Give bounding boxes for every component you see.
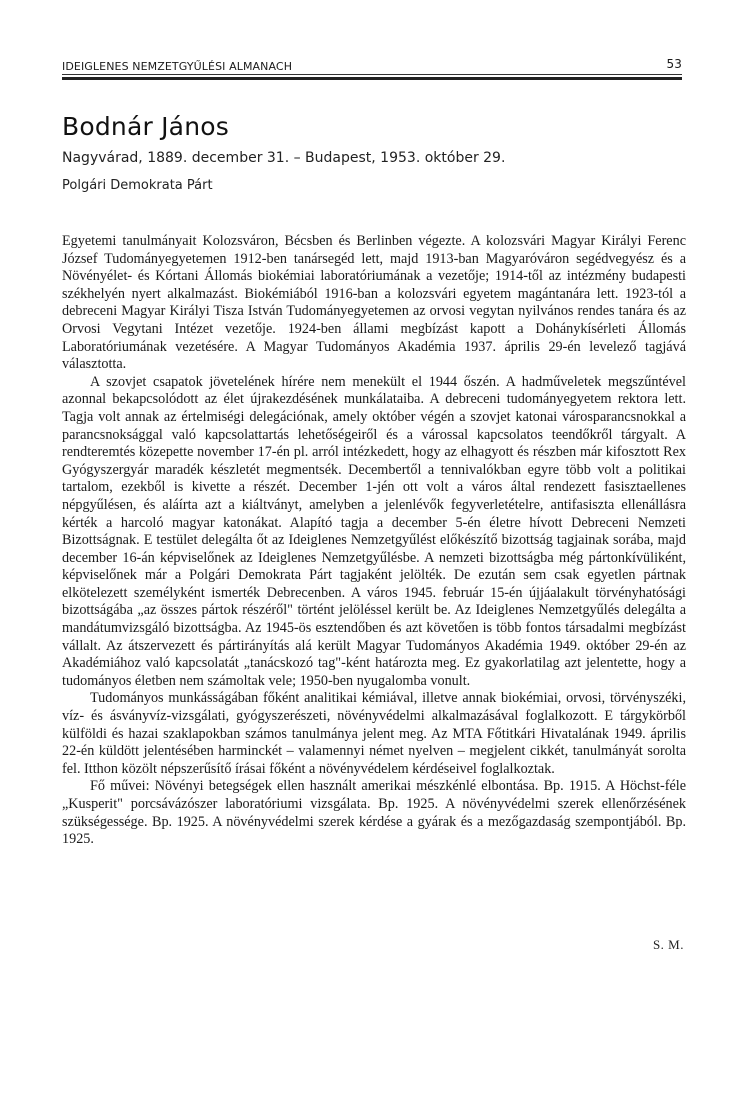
header-rule-thick <box>62 77 682 80</box>
paragraph-studies: Egyetemi tanulmányait Kolozsváron, Bécsben és Berlinben végezte. A kolozsvári Magyar Királyi Ferenc József Tudományegyetemen 1912-ben tanársegéd lett, majd 1913-ban Magyaróváron segédvegyész és a Növényélet- és Kórtani Állomás biokémiai laboratóriumának a vezetője; 1914-től az intézmény budapesti székhelyén nyert alkalmazást. Biokémiából 1916-ban a kolozsvári egyetem magántanára lett. 1923-tól a debreceni Magyar Királyi Tisza István Tudományegyetemen az orvosi vegytan nyilvános rendes tanára és az Orvosi Vegytani Intézet vezetője. 1924-ben állami megbízást kapott a Dohánykísérleti Állomás Laboratóriumának vezetésére. A Magyar Tudományos Akadémia 1937. április 29-én levelező tagjává választotta. <box>62 233 686 373</box>
person-name: Bodnár János <box>62 112 229 141</box>
header-rule-thin <box>62 74 682 75</box>
almanac-title: IDEIGLENES NEMZETGYŰLÉSI ALMANACH <box>62 60 293 73</box>
paragraph-scientific-work: Tudományos munkásságában főként analitikai kémiával, illetve annak biokémiai, orvosi, törvényszéki, víz- és ásványvíz-vizsgálati, gyógyszerészeti, növényvédelmi alkalmazásával foglalkozott. E tárgykörből külföldi és hazai szaklapokban számos tanulmánya jelent meg. Az MTA Főtitkári Hivatalának 1949. április 22-én küldött jelentésében harminckét – valamennyi német nyelven – megjelent cikkét, tanulmányát sorolta fel. Itthon közölt népszerűsítő írásai főként a növényvédelem kérdéseivel foglalkoztak. <box>62 690 686 777</box>
party-affiliation: Polgári Demokrata Párt <box>62 178 213 193</box>
paragraph-1944: A szovjet csapatok jövetelének hírére nem menekült el 1944 őszén. A hadműveletek megszűntével azonnal bekapcsolódott az élet újrakezdésének munkálataiba. A debreceni tudományegyetem rektora lett. Tagja volt annak az értelmiségi delegációnak, amely október végén a szovjet katonai városparancsnokkal a parancsnoksággal való kapcsolattartás lehetőségeiről és a várossal kapcsolatos teendőkről tárgyalt. A rendteremtés közepette november 17-én pl. arról intézkedett, hogy az elhagyott és részben már kifosztott Rex Gyógyszergyár maradék készletét megmentsék. Decembertől a tennivalókban egyre több volt a politikai tartalom, ezekből is kivette a részét. December 1-jén ott volt a város által rendezett fasisztaellenes népgyűlésen, és aláírta azt a kiáltványt, amelyben a jelenlévők fegyverletételre, antifasiszta ellenállásra kérték a harcoló magyar katonákat. Alapító tagja a december 5-én életre hívott Debreceni Nemzeti Bizottságnak. E testület delegálta őt az Ideiglenes Nemzetgyűlést előkészítő bizottság tagjainak sorába, majd december 16-án képviselőnek az Ideiglenes Nemzetgyűlésbe. A nemzeti bizottságba még pártonkívüliként, képviselőnek már a Polgári Demokrata Párt tagjaként jelölték. De ezután sem csak egyetlen pártnak elkötelezett személyként ismerték Debrecenben. A város 1945. február 15-én újjáalakult törvényhatósági bizottságába „az összes pártok részéről" történt jelöléssel került be. Az Ideiglenes Nemzetgyűlés delegálta a mandátumvizsgáló bizottságba. Az 1945-ös esztendőben és azt követően is több fontos társadalmi megbízást vállalt. Az átszervezett és pártirányítás alá került Magyar Tudományos Akadémia 1949. október 29-én az Akadémiához való kapcsolatát „tanácskozó tag"-ként határozta meg. Ez gyakorlatilag azt jelentette, hogy a tudományos életben nem számoltak vele; 1950-ben nyugalomba vonult. <box>62 373 686 689</box>
biography-body <box>62 233 686 849</box>
birth-death-dates: Nagyvárad, 1889. december 31. – Budapest, 1953. október 29. <box>62 150 506 166</box>
main-works: Fő művei: Növényi betegségek ellen használt amerikai mészkénlé elbontása. Bp. 1915. A Höchst-féle „Kusperit" porcsávázószer laboratóriumi vizsgálata. Bp. 1925. A növényvédelmi szerek ellenőrzésének szükségessége. Bp. 1925. A növényvédelmi szerek kérdése a gyárak és a mezőgazdaság szempontjából. Bp. 1925. <box>62 778 686 848</box>
page-number: 53 <box>666 57 682 71</box>
author-initials: S. M. <box>652 937 684 952</box>
